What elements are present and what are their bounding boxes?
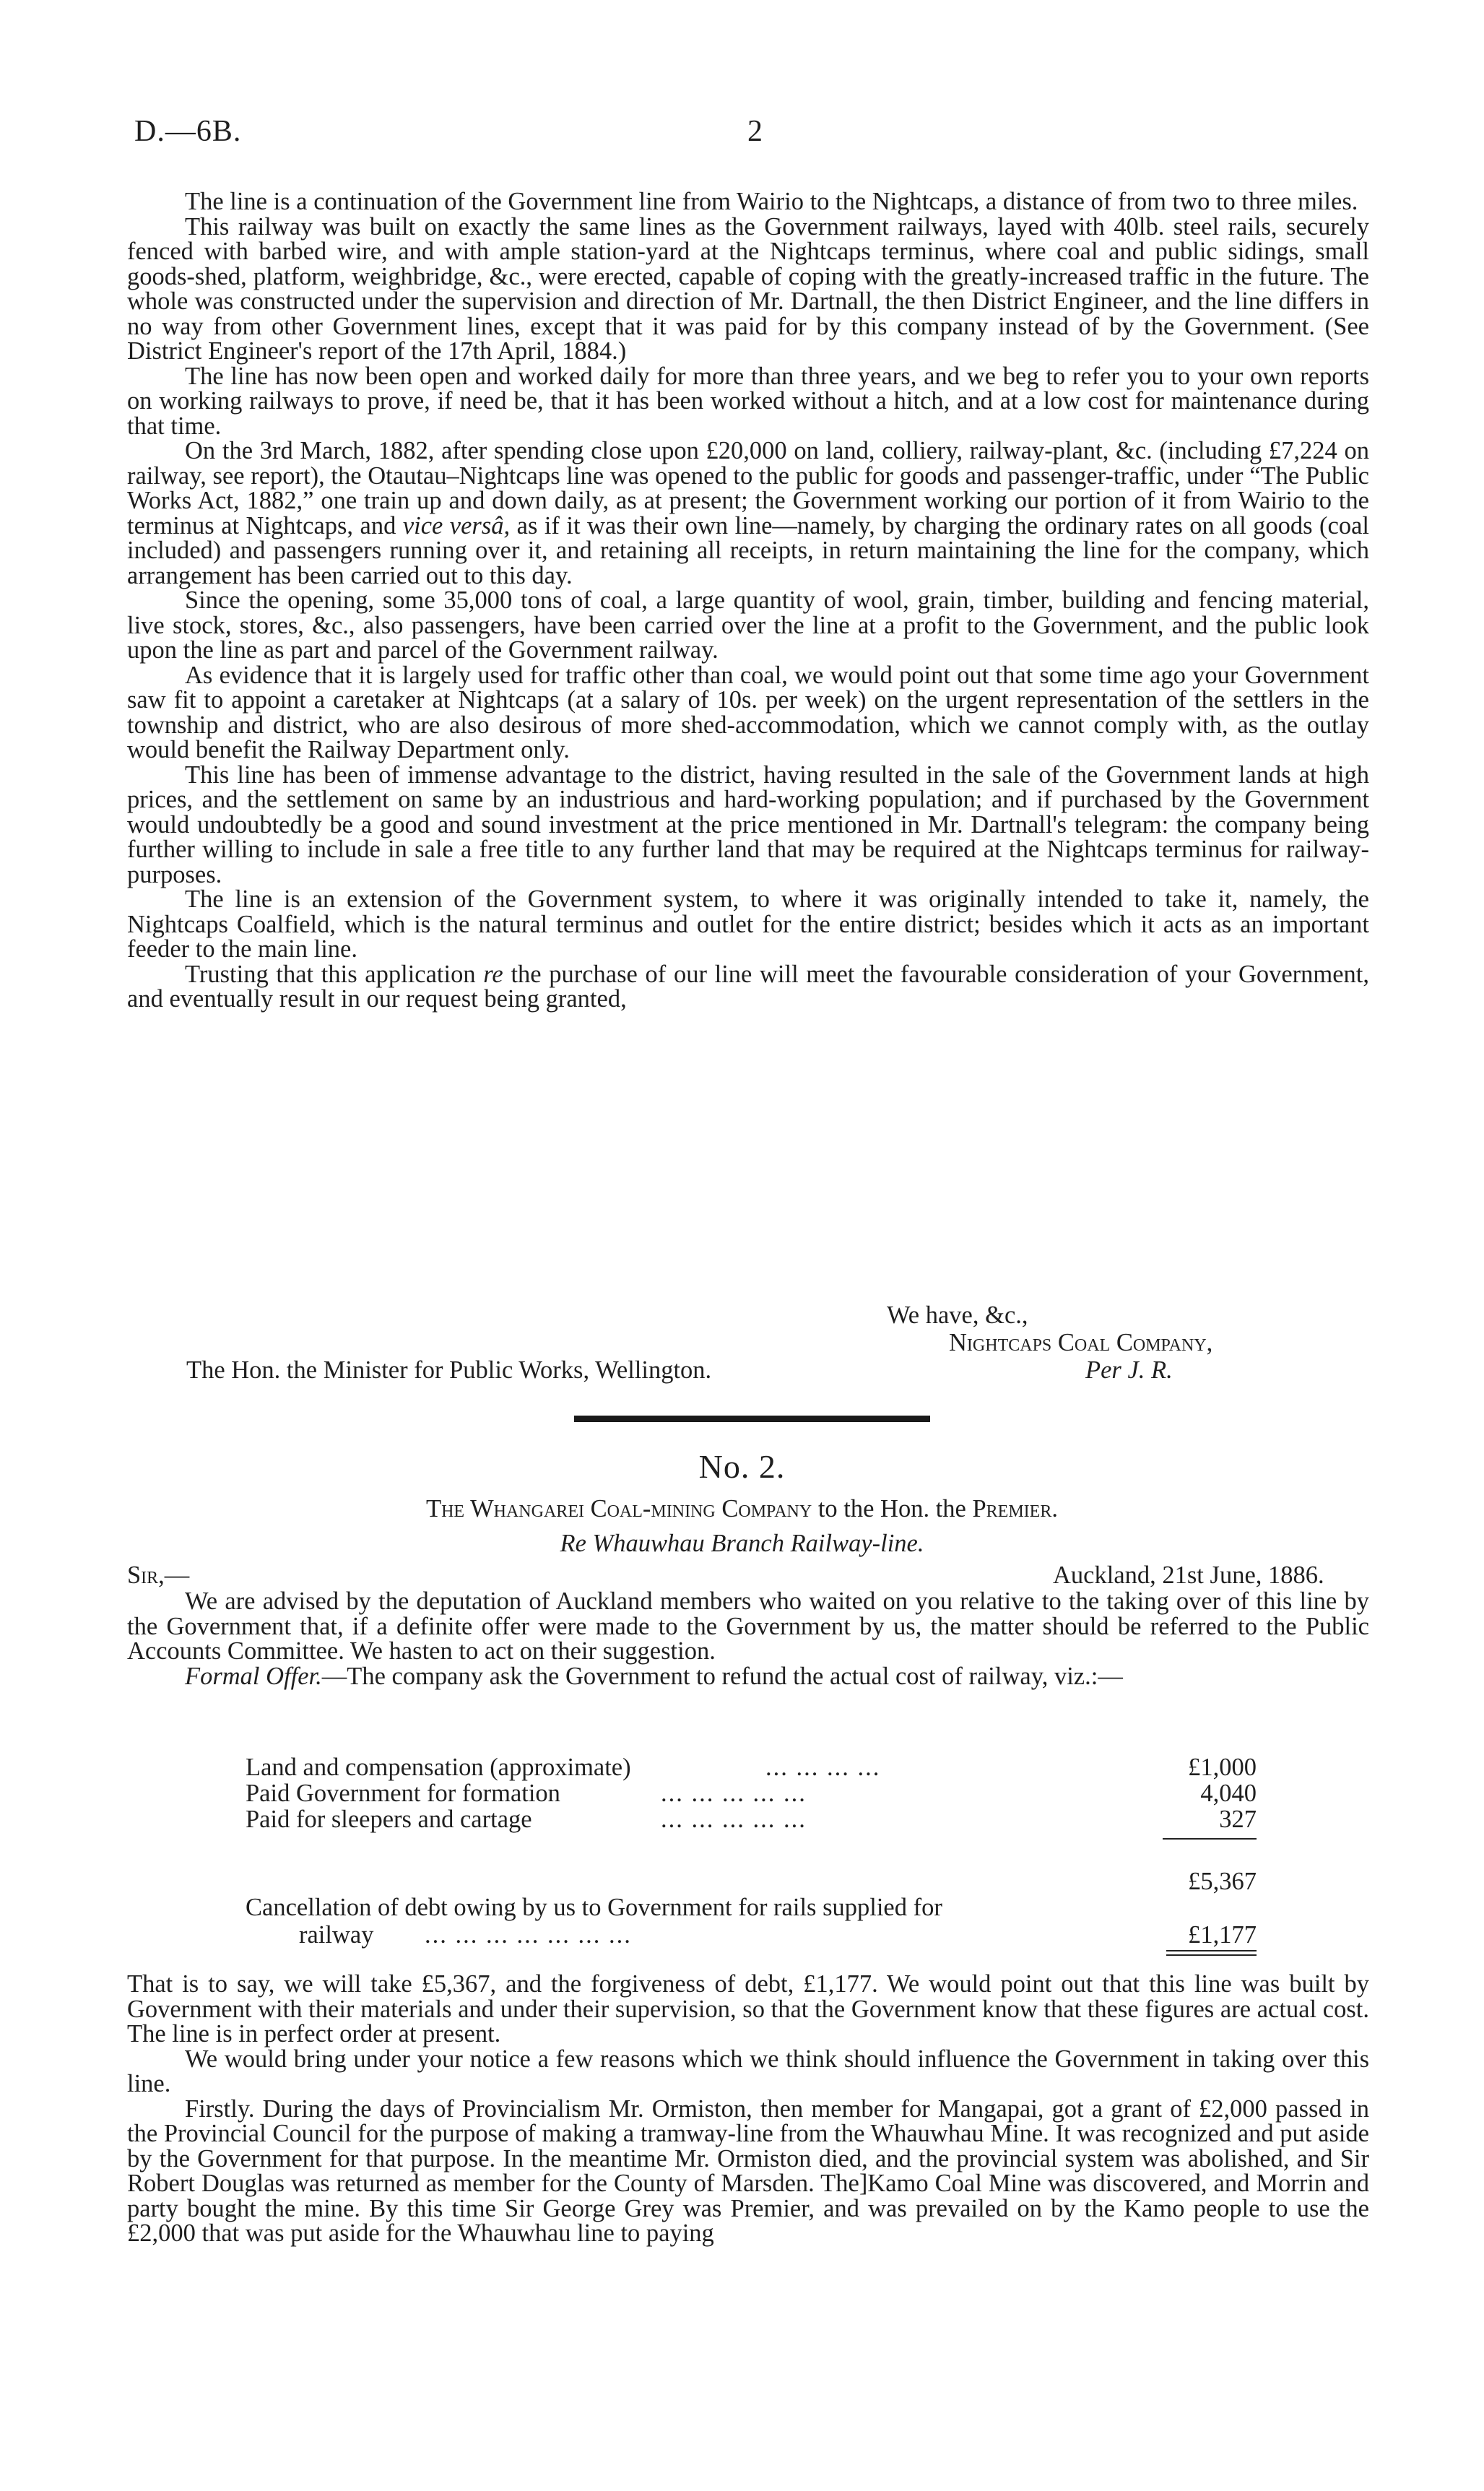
leader-dots: ... ... ... ... bbox=[765, 1754, 881, 1781]
cost-table bbox=[246, 1754, 1257, 1832]
row-amount: 4,040 bbox=[1200, 1780, 1257, 1807]
paragraph-march-1882 bbox=[127, 438, 1369, 588]
leader-dots: ... ... ... ... ... bbox=[661, 1806, 807, 1833]
to-connector: to the Hon. the bbox=[817, 1495, 966, 1522]
letter-number: No. 2. bbox=[698, 1448, 786, 1485]
leader-dots: ... ... ... ... ... bbox=[661, 1780, 807, 1807]
paragraph: As evidence that it is largely used for traffic other than coal, we would point out that some time ago your Government saw fit to appoint a caretaker at Nightcaps (at a salary of 10s. per week) on the urgent representation of the settlers in the township and district, who are also desirous of more shed-accommodation, which we cannot comply with, as the outlay would benefit the Railway Department only. bbox=[127, 661, 1369, 763]
text-run: —The company ask the Government to refund the actual cost of railway, viz.:— bbox=[321, 1662, 1123, 1690]
addressee: The Hon. the Minister for Public Works, Wellington. bbox=[186, 1356, 712, 1384]
paragraph-trusting bbox=[127, 962, 1369, 1012]
page-number: 2 bbox=[747, 115, 763, 148]
row-label: Paid for sleepers and cartage bbox=[246, 1806, 532, 1833]
table-row bbox=[246, 1780, 1257, 1806]
recipient: Premier. bbox=[972, 1495, 1058, 1522]
salutation: Sir,— bbox=[127, 1561, 190, 1589]
signature: Per J. R. bbox=[1085, 1356, 1173, 1384]
letter-1-body bbox=[127, 189, 1369, 1012]
paragraph: Firstly. During the days of Provincialism Mr. Ormiston, then member for Mangapai, got a grant of £2,000 passed in the Provincial Council for the purpose of making a tramway-line from the Whauwhau Mine. It was recognized and put aside by the Government for that purpose. In the meantime Mr. Ormiston died, and the provincial system was abolished, and Sir Robert Douglas was returned as member for the County of Marsden. The]Kamo Coal Mine was discovered, and Morrin and party bought the mine. By this time Sir George Grey was Premier, and was prevailed on by the Kamo people to use the £2,000 that was put aside for the Whauwhau line to paying bbox=[127, 2094, 1369, 2247]
subtotal-amount: £5,367 bbox=[1188, 1868, 1257, 1895]
paragraph: The line is an extension of the Government system, to where it was originally intended to take it, namely, the Nightcaps Coalfield, which is the natural terminus and outlet for the entire district; besides which it acts as an important feeder to the main line. bbox=[127, 885, 1369, 963]
paragraph-formal-offer bbox=[127, 1664, 1369, 1689]
text-run: On the 3rd March, 1882, after spending close upon £20,000 on land, colliery, railway-plant, &c. (including £7,224 on railway, see report), the Otautau–Nightcaps line was opened to the public for goods and passenger-traffic, under “The Public Works Act, 1882,” one train up and down daily, as at present; the Government working our portion of it from Wairio to the terminus at Nightcaps, and bbox=[127, 437, 1369, 540]
paragraph: The line is a continuation of the Government line from Wairio to the Nightcaps, a distance of from two to three miles. bbox=[185, 188, 1358, 215]
double-rule-top bbox=[1166, 1950, 1257, 1951]
section-divider bbox=[574, 1416, 930, 1422]
sender: The Whangarei Coal-mining Company bbox=[426, 1495, 812, 1522]
text-run: the purchase of our line will meet the favourable consideration of your Government, and eventually result in our request being granted, bbox=[127, 960, 1370, 1013]
row-label: Paid Government for formation bbox=[246, 1780, 560, 1807]
letter-parties bbox=[0, 1495, 1484, 1523]
text-run: as if it was their own line—namely, by charging the ordinary rates on all goods (coal included) and passengers running over it, and retaining all receipts, in return maintaining the line for the company, which arrangement has been carried out to this day. bbox=[127, 511, 1370, 589]
table-row bbox=[246, 1921, 1257, 1947]
paragraph: The line has now been open and worked daily for more than three years, and we beg to refer you to your own reports on working railways to prove, if need be, that it has been worked without a hitch, and at a low cost for maintenance during that time. bbox=[127, 362, 1369, 440]
row-label: Cancellation of debt owing by us to Government for rails supplied for bbox=[246, 1894, 942, 1921]
table-row bbox=[246, 1868, 1257, 1894]
sum-rule bbox=[1163, 1838, 1257, 1840]
signatory-company: Nightcaps Coal Company, bbox=[949, 1329, 1213, 1356]
paragraph: We would bring under your notice a few reasons which we think should influence the Government in taking over this line. bbox=[127, 2045, 1369, 2097]
subtotal-row bbox=[246, 1868, 1257, 1894]
paragraph: We are advised by the deputation of Auckland members who waited on you relative to the taking over of this line by the Government that, if a definite offer were made to the Government by us, the matter should be referred to the Public Accounts Committee. We hasten to act on their suggestion. bbox=[127, 1587, 1369, 1665]
letter-subject: Re Whauwhau Branch Railway-line. bbox=[560, 1530, 924, 1557]
table-row bbox=[246, 1754, 1257, 1780]
letter-2-body bbox=[127, 1972, 1369, 2246]
text-run: Trusting that this application bbox=[185, 960, 476, 988]
row-amount: 327 bbox=[1219, 1806, 1257, 1833]
italic-label: Formal Offer. bbox=[185, 1662, 322, 1690]
row-label: Land and compensation (approximate) bbox=[246, 1754, 631, 1781]
letter-2-intro bbox=[127, 1589, 1369, 1689]
paragraph: This line has been of immense advantage to the district, having resulted in the sale of the Government lands at high prices, and the settlement on same by an industrious and hard-working population; and if purchased by the Government would undoubtedly be a good and sound investment at the price mentioned in Mr. Dartnall's telegram: the company being further willing to include in sale a free title to any further land that may be required at the Nightcaps terminus for railway-purposes. bbox=[127, 761, 1369, 888]
italic-text-run: vice versâ, bbox=[402, 511, 511, 540]
row-label: railway bbox=[299, 1921, 374, 1949]
row-amount: £1,177 bbox=[1188, 1921, 1257, 1949]
paragraph: That is to say, we will take £5,367, and the forgiveness of debt, £1,177. We would point out that this line was built by Government with their materials and under their supervision, so that the Government know that these figures are actual cost. The line is in perfect order at present. bbox=[127, 1970, 1369, 2048]
table-row bbox=[246, 1894, 1257, 1921]
place-date: Auckland, 21st June, 1886. bbox=[1053, 1561, 1324, 1589]
double-rule-bottom bbox=[1166, 1954, 1257, 1956]
paragraph: Since the opening, some 35,000 tons of coal, a large quantity of wool, grain, timber, building and fencing material, live stock, stores, &c., also passengers, have been carried over the line at a profit to the Government, and the public look upon the line as part and parcel of the Government railway. bbox=[127, 586, 1369, 664]
table-row bbox=[246, 1806, 1257, 1832]
paragraph: This railway was built on exactly the same lines as the Government railways, layed with 40lb. steel rails, securely fenced with barbed wire, and with ample station-yard at the Nightcaps terminus, where coal and public sidings, small goods-shed, platform, weighbridge, &c., were erected, capable of coping with the greatly-increased traffic in the future. The whole was constructed under the supervision and direction of Mr. Dartnall, the then District Engineer, and the line differs in no way from other Government lines, except that it was paid for by this company instead of by the Government. (See District Engineer's report of the 17th April, 1884.) bbox=[127, 212, 1369, 365]
document-reference: D.—6B. bbox=[134, 115, 242, 148]
italic-text-run: re bbox=[483, 960, 503, 988]
cancellation-row bbox=[246, 1894, 1257, 1947]
closing-we-have: We have, &c., bbox=[887, 1301, 1028, 1329]
leader-dots: ... ... ... ... ... ... ... bbox=[425, 1921, 632, 1949]
row-amount: £1,000 bbox=[1188, 1754, 1257, 1781]
